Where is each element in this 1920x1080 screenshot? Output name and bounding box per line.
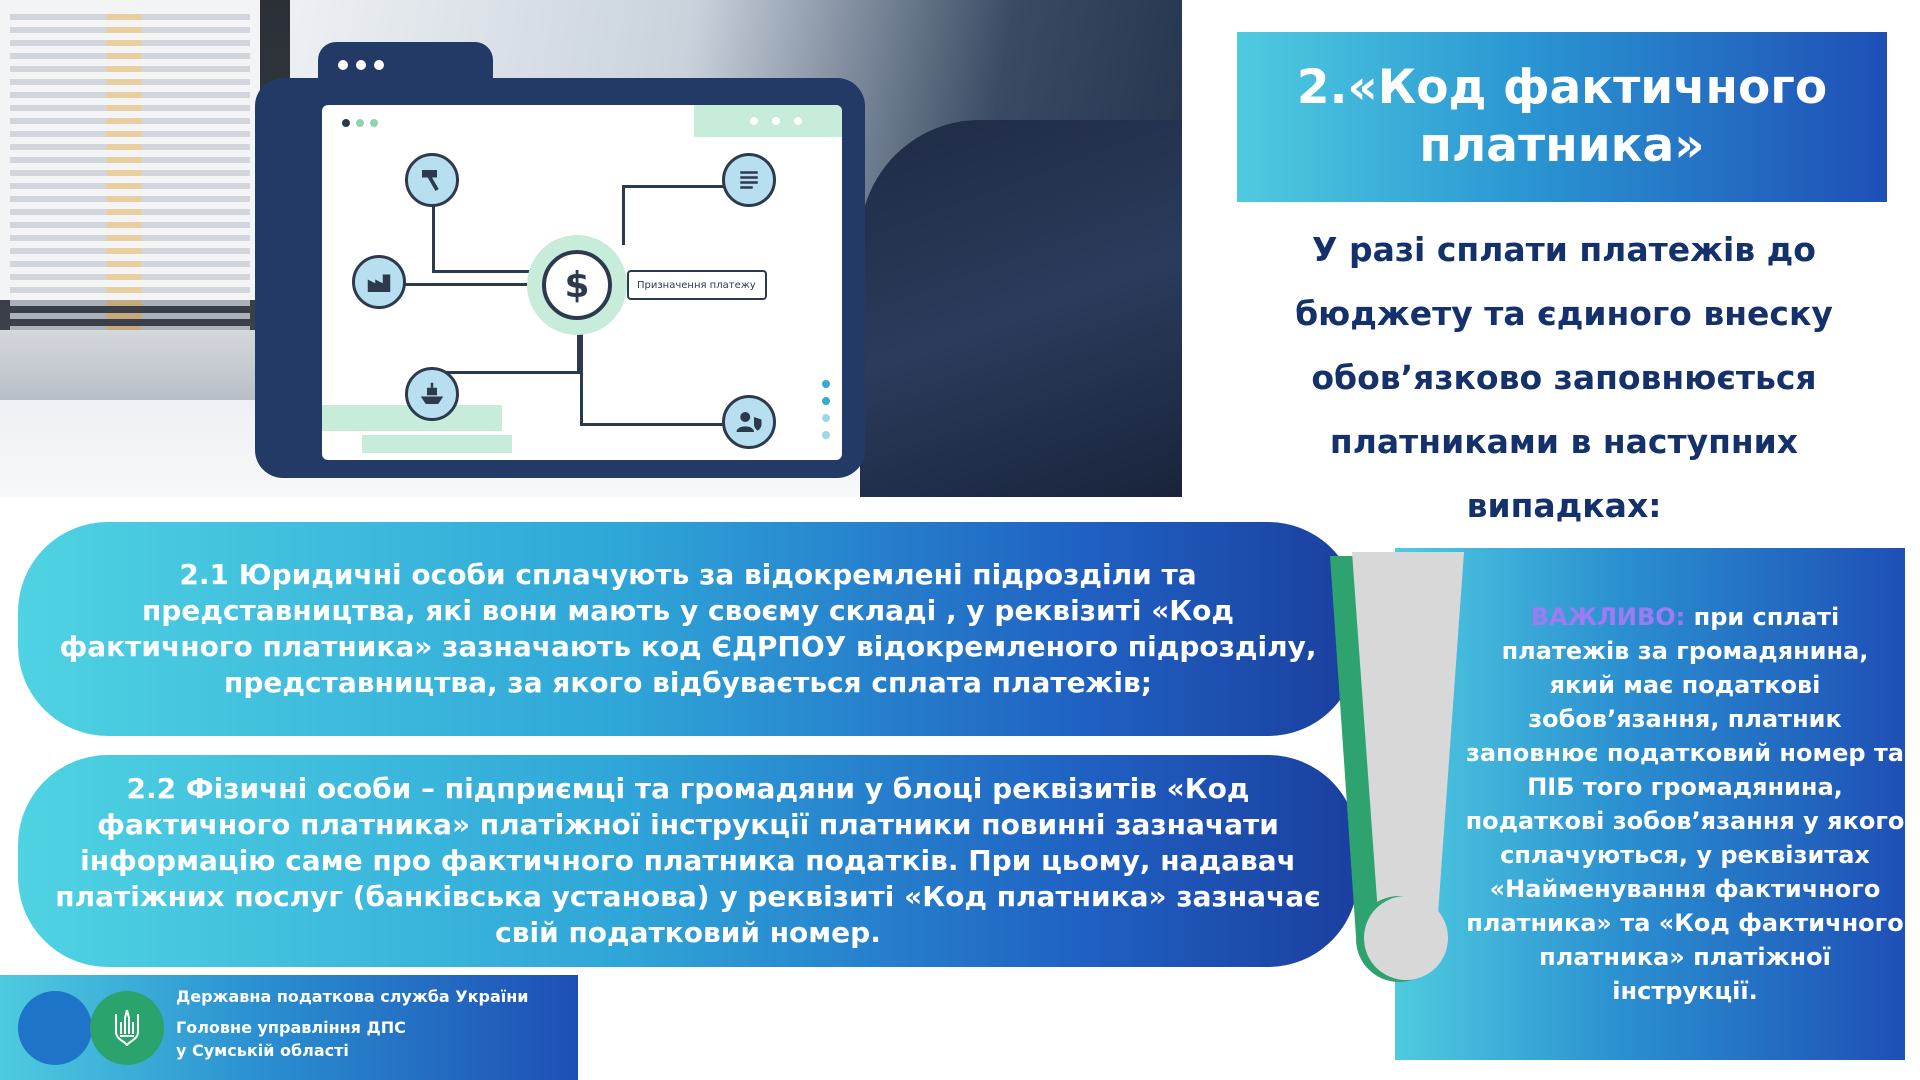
trident-emblem-icon	[90, 991, 164, 1065]
factory-icon	[352, 255, 406, 309]
page-title: 2.«Код фактичного платника»	[1296, 60, 1828, 173]
hammer-icon	[405, 153, 459, 207]
exclamation-dot	[1364, 896, 1448, 980]
important-body: при сплаті платежів за громадянина, який має податкові зобов’язання, платник заповнює податковий номер та ПІБ того громадянина, податкові зобов’язання у якого сплачуються, у реквізитах «Найменування фактичного платника» та «Код фактичного платника» платіжної інструкції.	[1465, 603, 1905, 1005]
tablet-screen	[322, 105, 842, 460]
footer-dept-line1: Головне управління ДПС	[176, 1018, 406, 1037]
payment-hub-icon	[527, 235, 627, 335]
spreadsheet-screen	[0, 0, 260, 300]
footer-dept-line2: у Сумській області	[176, 1041, 349, 1060]
window-dot-icon	[338, 60, 348, 70]
window-dot-icon	[356, 60, 366, 70]
user-shield-icon	[722, 395, 776, 449]
intro-text: У разі сплати платежів до бюджету та єдиного внеску обов’язково заповнюється платниками в наступних випадках:	[1295, 230, 1833, 525]
screen-header-strip	[694, 105, 842, 137]
title-banner	[1237, 32, 1887, 202]
person-sleeve	[860, 120, 1182, 497]
important-text	[1465, 600, 1905, 1008]
window-dot-icon	[374, 60, 384, 70]
footer-org-block	[0, 975, 578, 1080]
document-icon	[722, 153, 776, 207]
important-label: ВАЖЛИВО:	[1530, 603, 1686, 631]
case-text: 2.1 Юридичні особи сплачують за відокремлені підрозділи та представництва, які вони мають у своєму складі , у реквізиті «Код фактичного платника» зазначають код ЄДРПОУ відокремленого підрозділу, представництва, за якого відбувається сплата платежів;	[59, 558, 1317, 699]
hero-illustration	[0, 0, 1182, 497]
payment-purpose-field: Призначення платежу	[627, 270, 767, 300]
case-text: 2.2 Фізичні особи – підприємці та громадяни у блоці реквізитів «Код фактичного платника» платіжної інструкції платники повинні зазначати інформацію саме про фактичного платника податків. При цьому, надавач платіжних послуг (банківська установа) у реквізиті «Код платника» зазначає свій податковий номер.	[55, 772, 1321, 949]
background-laptop	[0, 0, 290, 330]
dollar-icon: $	[542, 250, 612, 320]
important-note	[1395, 548, 1905, 1060]
case-card-legal-entities	[18, 522, 1358, 736]
case-card-individuals	[18, 755, 1358, 967]
footer-org-name: Державна податкова служба України	[176, 987, 529, 1006]
dps-logo-circle	[18, 991, 92, 1065]
ship-icon	[405, 367, 459, 421]
